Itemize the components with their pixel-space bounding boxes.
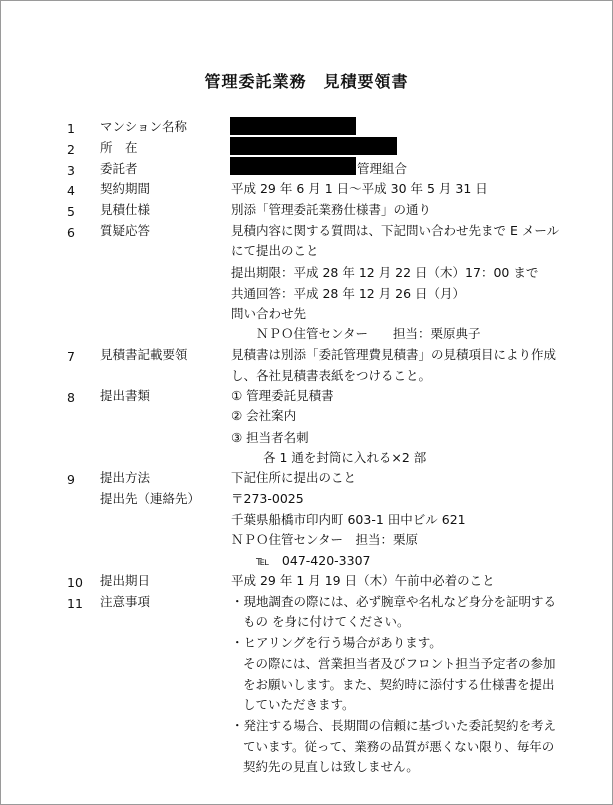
item-value: をお願いします。また、契約時に添付する仕様書を提出 xyxy=(243,677,555,692)
item-number: 6 xyxy=(67,225,75,240)
item-label: 提出方法 xyxy=(100,470,151,485)
item-value: ＮＰＯ住管センター 担当：栗原 xyxy=(231,532,419,547)
item-value: していただきます。 xyxy=(243,697,355,712)
item-number: 10 xyxy=(67,575,83,590)
item-label: 契約期間 xyxy=(100,181,151,196)
item-number: 8 xyxy=(67,390,75,405)
item-value: 契約先の見直しは致しません。 xyxy=(243,759,419,774)
item-value: 見積書は別添「委託管理費見積書」の見積項目により作成 xyxy=(231,347,557,362)
item-value: 別添「管理委託業務仕様書」の通り xyxy=(231,202,432,217)
item-value: にて提出のこと xyxy=(231,243,319,258)
item-value: ています。従って、業務の品質が悪くない限り、毎年の xyxy=(243,739,555,754)
item-value: 平成 29 年 6 月 1 日～平成 30 年 5 月 31 日 xyxy=(231,181,488,196)
item-label: 所 在 xyxy=(100,140,138,155)
item-value: 問い合わせ先 xyxy=(231,306,307,321)
item-label: 提出期日 xyxy=(100,573,151,588)
item-value: 共通回答：平成 28 年 12 月 26 日（月） xyxy=(231,286,466,301)
item-value: ③ 担当者名刺 xyxy=(231,430,309,445)
item-value: し、各社見積書表紙をつけること。 xyxy=(231,368,432,383)
item-label: 注意事項 xyxy=(100,594,151,609)
item-number: 3 xyxy=(67,163,75,178)
item-label: 提出先（連絡先） xyxy=(100,491,201,506)
item-value: ① 管理委託見積書 xyxy=(231,388,334,403)
item-value: ② 会社案内 xyxy=(231,408,297,423)
item-number: 1 xyxy=(67,121,75,136)
item-label: 提出書類 xyxy=(100,388,151,403)
item-value: 平成 29 年 1 月 19 日（木）午前中必着のこと xyxy=(231,573,495,588)
item-value: 各 1 通を封筒に入れる×2 部 xyxy=(263,450,427,465)
page-title: 管理委託業務 見積要領書 xyxy=(204,72,409,91)
item-label: 質疑応答 xyxy=(100,223,151,238)
item-value: 提出期限：平成 28 年 12 月 22 日（木）17：00 まで xyxy=(231,265,539,280)
item-number: 4 xyxy=(67,183,75,198)
item-value: ＮＰＯ住管センター 担当：栗原典子 xyxy=(256,326,481,341)
item-value: ・発注する場合、長期間の信頼に基づいた委託契約を考え xyxy=(231,718,557,733)
item-number: 7 xyxy=(67,349,75,364)
item-value: ・ヒアリングを行う場合があります。 xyxy=(231,635,442,650)
redacted-block xyxy=(230,137,397,155)
item-number: 5 xyxy=(67,204,75,219)
item-value: 下記住所に提出のこと xyxy=(231,470,357,485)
item-number: 2 xyxy=(67,142,75,157)
item-value: その際には、営業担当者及びフロント担当予定者の参加 xyxy=(243,656,556,671)
item-value: ・現地調査の際には、必ず腕章や名札など身分を証明する xyxy=(231,594,557,609)
item-label: 見積仕様 xyxy=(100,202,151,217)
item-label: 見積書記載要領 xyxy=(100,347,188,362)
item-value: ℡ 047-420-3307 xyxy=(256,553,371,568)
item-value: 〒273-0025 xyxy=(231,491,304,506)
item-number: 9 xyxy=(67,472,75,487)
item-number: 11 xyxy=(67,596,83,611)
redacted-block xyxy=(230,117,356,135)
item-value: 千葉県船橋市印内町 603-1 田中ビル 621 xyxy=(231,512,466,527)
item-value: もの を身に付けてください。 xyxy=(243,614,410,629)
item-label: マンション名称 xyxy=(100,119,187,134)
item-value: 見積内容に関する質問は、下記問い合わせ先まで E メール xyxy=(231,223,560,238)
item-label: 委託者 xyxy=(100,161,138,176)
item-value: 管理組合 xyxy=(357,161,408,176)
redacted-block xyxy=(230,157,356,175)
